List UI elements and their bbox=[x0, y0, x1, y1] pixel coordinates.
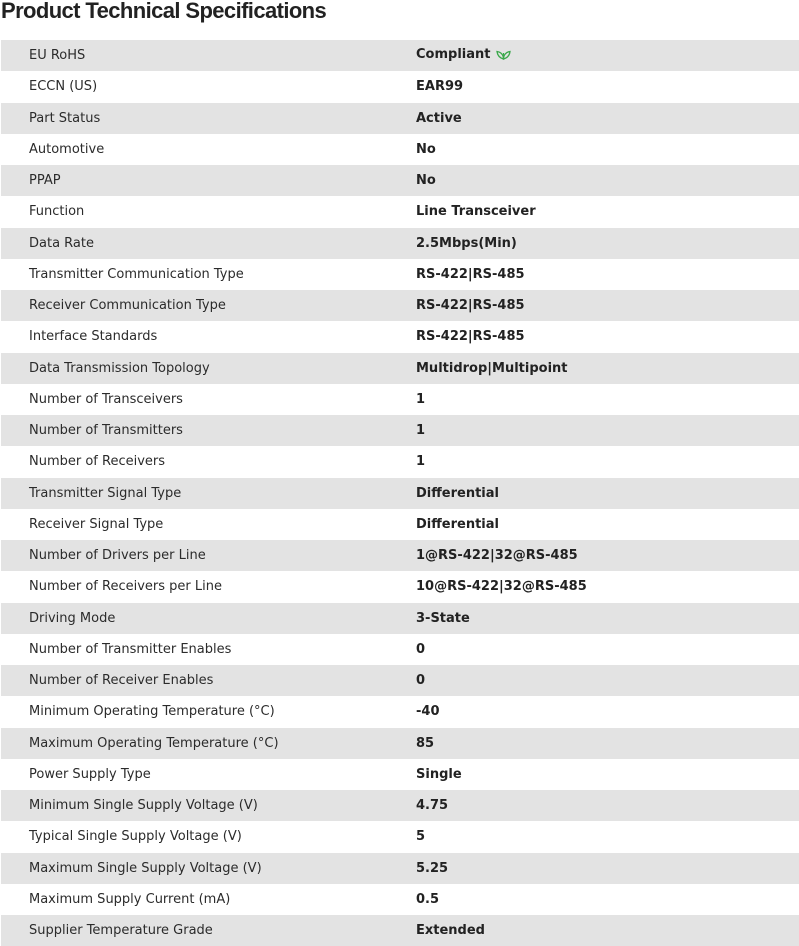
spec-value bbox=[416, 540, 799, 571]
spec-row bbox=[1, 790, 799, 821]
spec-row bbox=[1, 415, 799, 446]
spec-row bbox=[1, 103, 799, 134]
spec-row bbox=[1, 728, 799, 759]
spec-row bbox=[1, 134, 799, 165]
spec-label: Supplier Temperature Grade bbox=[29, 923, 213, 939]
spec-value-text: 0 bbox=[416, 641, 426, 657]
page-title: Product Technical Specifications bbox=[1, 0, 327, 23]
spec-row bbox=[1, 290, 799, 321]
spec-value bbox=[416, 478, 799, 509]
spec-value-text: 4.75 bbox=[416, 798, 449, 814]
spec-row bbox=[1, 853, 799, 884]
spec-row bbox=[1, 915, 799, 946]
spec-label: Automotive bbox=[29, 141, 105, 157]
spec-label: Number of Transmitters bbox=[29, 423, 183, 439]
spec-value bbox=[416, 165, 799, 196]
spec-value bbox=[416, 71, 799, 102]
spec-value-text: Differential bbox=[416, 516, 499, 532]
spec-value-text: 5 bbox=[416, 829, 426, 845]
spec-table bbox=[1, 40, 799, 946]
spec-row bbox=[1, 540, 799, 571]
spec-label: Function bbox=[29, 204, 85, 220]
spec-label: Maximum Operating Temperature (°C) bbox=[29, 735, 279, 751]
spec-value bbox=[416, 665, 799, 696]
spec-label: Receiver Signal Type bbox=[29, 516, 164, 532]
spec-label: Maximum Supply Current (mA) bbox=[29, 891, 231, 907]
spec-value bbox=[416, 509, 799, 540]
spec-row bbox=[1, 509, 799, 540]
spec-value bbox=[416, 228, 799, 259]
spec-value-text: 10@RS-422|32@RS-485 bbox=[416, 579, 587, 595]
spec-label: Minimum Single Supply Voltage (V) bbox=[29, 798, 258, 814]
spec-value-text: 5.25 bbox=[416, 860, 449, 876]
spec-label: Minimum Operating Temperature (°C) bbox=[29, 704, 275, 720]
spec-value bbox=[416, 728, 799, 759]
spec-value bbox=[416, 415, 799, 446]
spec-label: Maximum Single Supply Voltage (V) bbox=[29, 860, 262, 876]
spec-row bbox=[1, 665, 799, 696]
spec-value bbox=[416, 259, 799, 290]
spec-value bbox=[416, 384, 799, 415]
spec-value-text: 0.5 bbox=[416, 891, 440, 907]
spec-row bbox=[1, 759, 799, 790]
spec-row bbox=[1, 634, 799, 665]
spec-row bbox=[1, 446, 799, 477]
spec-value bbox=[416, 915, 799, 946]
spec-value bbox=[416, 40, 799, 71]
spec-value-text: 0 bbox=[416, 673, 426, 689]
spec-value-text: 1 bbox=[416, 391, 426, 407]
spec-table-body bbox=[1, 40, 799, 946]
spec-value-text: 1@RS-422|32@RS-485 bbox=[416, 548, 578, 564]
spec-value-text: 85 bbox=[416, 735, 435, 751]
spec-label: Number of Receivers bbox=[29, 454, 166, 470]
spec-row bbox=[1, 353, 799, 384]
spec-row bbox=[1, 321, 799, 352]
spec-value-text: Multidrop|Multipoint bbox=[416, 360, 568, 376]
spec-value bbox=[416, 759, 799, 790]
spec-row bbox=[1, 228, 799, 259]
spec-value bbox=[416, 790, 799, 821]
spec-value-text: No bbox=[416, 173, 436, 189]
spec-value bbox=[416, 853, 799, 884]
spec-value-text: Extended bbox=[416, 923, 485, 939]
spec-row bbox=[1, 696, 799, 727]
spec-value bbox=[416, 196, 799, 227]
spec-label: Number of Receivers per Line bbox=[29, 579, 222, 595]
spec-row bbox=[1, 884, 799, 915]
spec-value-text: No bbox=[416, 141, 436, 157]
spec-label: ECCN (US) bbox=[29, 79, 98, 95]
spec-row bbox=[1, 821, 799, 852]
spec-row bbox=[1, 478, 799, 509]
spec-value-text: Active bbox=[416, 110, 462, 126]
spec-value bbox=[416, 353, 799, 384]
spec-label: PPAP bbox=[29, 173, 61, 189]
spec-value-text: Line Transceiver bbox=[416, 204, 536, 220]
spec-value-text: Compliant bbox=[416, 47, 491, 63]
spec-value bbox=[416, 634, 799, 665]
spec-label: Transmitter Communication Type bbox=[29, 266, 244, 282]
spec-value-text: RS-422|RS-485 bbox=[416, 266, 525, 282]
spec-value-text: 2.5Mbps(Min) bbox=[416, 235, 517, 251]
spec-value bbox=[416, 103, 799, 134]
spec-value-text: Single bbox=[416, 766, 462, 782]
spec-value bbox=[416, 290, 799, 321]
spec-value-text: 1 bbox=[416, 423, 426, 439]
spec-label: Power Supply Type bbox=[29, 766, 151, 782]
spec-value bbox=[416, 321, 799, 352]
spec-label: Number of Transmitter Enables bbox=[29, 641, 232, 657]
leaf-icon bbox=[496, 48, 511, 64]
spec-value bbox=[416, 821, 799, 852]
spec-value bbox=[416, 696, 799, 727]
spec-value-text: -40 bbox=[416, 704, 440, 720]
spec-value bbox=[416, 134, 799, 165]
spec-value bbox=[416, 571, 799, 602]
spec-label: Receiver Communication Type bbox=[29, 298, 226, 314]
spec-label: Data Rate bbox=[29, 235, 94, 251]
spec-value bbox=[416, 884, 799, 915]
spec-row bbox=[1, 40, 799, 71]
spec-row bbox=[1, 259, 799, 290]
spec-label: Number of Drivers per Line bbox=[29, 548, 206, 564]
spec-label: Data Transmission Topology bbox=[29, 360, 210, 376]
spec-value-text: RS-422|RS-485 bbox=[416, 329, 525, 345]
spec-row bbox=[1, 165, 799, 196]
spec-label: Number of Receiver Enables bbox=[29, 673, 214, 689]
spec-label: EU RoHS bbox=[29, 48, 86, 64]
spec-row bbox=[1, 603, 799, 634]
spec-value-text: 1 bbox=[416, 454, 426, 470]
spec-value bbox=[416, 446, 799, 477]
spec-value bbox=[416, 603, 799, 634]
spec-row bbox=[1, 71, 799, 102]
spec-row bbox=[1, 571, 799, 602]
spec-label: Transmitter Signal Type bbox=[29, 485, 182, 501]
spec-label: Number of Transceivers bbox=[29, 391, 183, 407]
spec-label: Interface Standards bbox=[29, 329, 158, 345]
spec-value-text: RS-422|RS-485 bbox=[416, 298, 525, 314]
spec-value-text: 3-State bbox=[416, 610, 470, 626]
spec-value-text: Differential bbox=[416, 485, 499, 501]
spec-label: Part Status bbox=[29, 110, 101, 126]
spec-value-text: EAR99 bbox=[416, 79, 464, 95]
spec-row bbox=[1, 384, 799, 415]
spec-label: Driving Mode bbox=[29, 610, 116, 626]
spec-label: Typical Single Supply Voltage (V) bbox=[29, 829, 242, 845]
spec-row bbox=[1, 196, 799, 227]
